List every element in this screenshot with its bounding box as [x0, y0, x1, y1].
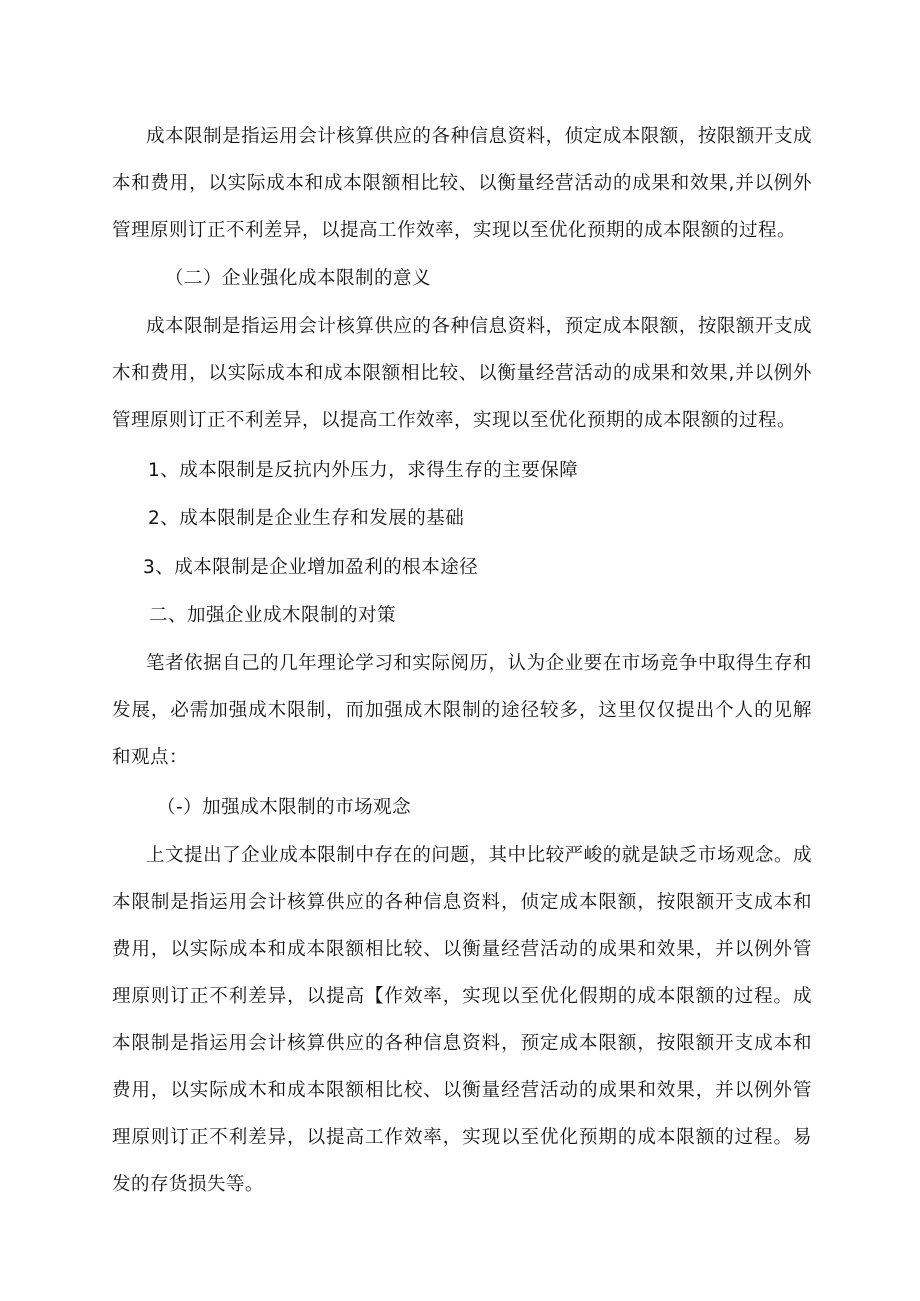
paragraph-cost-control-definition-repeat: 成本限制是指运用会计核算供应的各种信息资料，预定成本限额，按限额开支成木和费用，以实际成本和成本限额相比较、以衡量经营活动的成果和效果,并以例外管理原则订正不利差异，以提高工作效率，实现以至优化预期的成本限额的过程。	[112, 316, 812, 431]
heading-significance: （二）企业强化成本限制的意义	[165, 268, 432, 289]
paragraph-author-view: 笔者依据自己的几年理论学习和实际阅历，认为企业要在市场竞争中取得生存和发展，必需加强成木限制，而加强成木限制的途径较多，这里仅仅提出个人的见解和观点：	[112, 653, 812, 768]
paragraph-cost-control-definition: 成本限制是指运用会计核算供应的各种信息资料，侦定成本限额，按限额开支成本和费用，以实际成本和成本限额相比较、以衡量经营活动的成果和效果,并以例外管理原则订正不利差异，以提高工作效率，实现以至优化预期的成本限额的过程。	[112, 126, 812, 241]
paragraph-market-concept-body: 上文提出了企业成本限制中存在的问题，其中比较严峻的就是缺乏市场观念。成本限制是指运用会计核算供应的各种信息资料，侦定成本限额，按限额开支成本和费用，以实际成本和成本限额相比较、以衡量经营活动的成果和效果，并以例外管理原则订正不利差异，以提高【作效率，实现以至优化假期的成本限额的过程。成本限制是指运用会计核算供应的各种信息资料，预定成本限额，按限额开支成本和费用，以实际成木和成本限额相比校、以衡量经营活动的成果和效果，并以例外管理原则订正不利差异，以提高工作效率，实现以至优化预期的成本限额的过程。易发的存货损失等。	[112, 845, 812, 1195]
list-item: 1、成本限制是反抗内外压力，求得生存的主要保障	[148, 460, 579, 481]
section-heading-countermeasures: 二、加强企业成木限制的对策	[149, 605, 397, 626]
list-item: 2、成本限制是企业生存和发展的基础	[148, 508, 465, 529]
subheading-market-concept: （-）加强成木限制的市场观念	[157, 797, 412, 818]
list-item: 3、成本限制是企业增加盈利的根本途径	[143, 557, 479, 578]
